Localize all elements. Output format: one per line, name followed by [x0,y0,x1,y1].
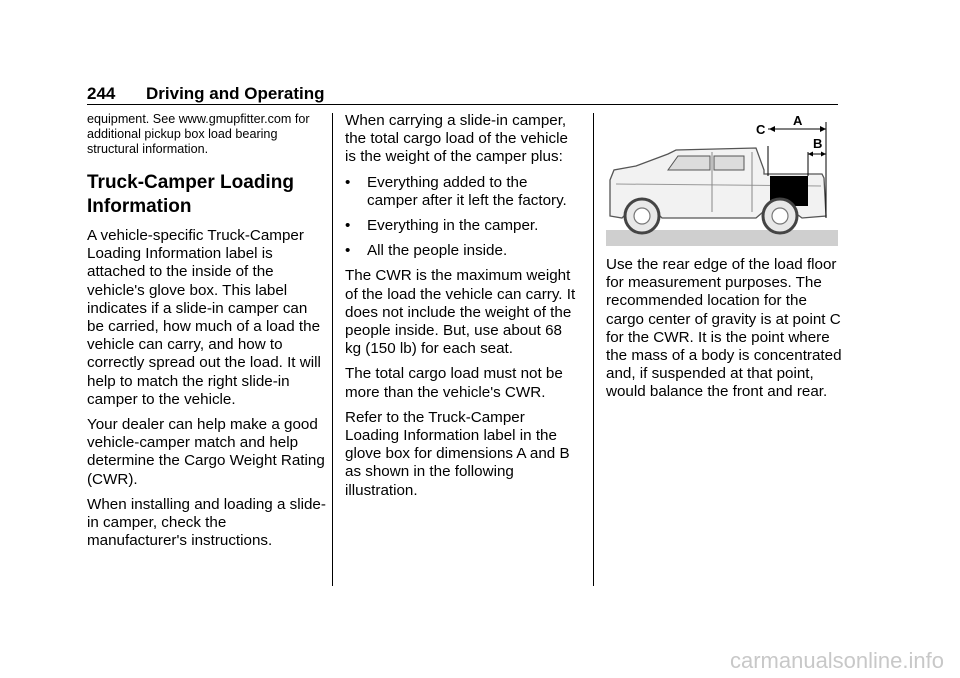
column-2 [345,112,581,507]
bullet-text: Everything added to the camper after it left the factory. [367,173,567,209]
bullet-marker: • [345,242,351,260]
section-heading: Truck-Camper Loading Information [87,172,294,217]
page-header [87,84,838,106]
page-number: 244 [87,84,116,103]
paragraph: Use the rear edge of the load floor for measurement purposes. The recommended location for the cargo center of gravity is at point C for the CWR. It is the point where the mass of a body is concentrated and, if suspended at that point, would balance the front and rear. [606,256,842,401]
column-divider-1 [332,113,333,586]
column-1 [87,112,327,557]
paragraph: The total cargo load must not be more than the vehicle's CWR. [345,365,563,401]
bullet-item [345,217,581,235]
arrow-head [769,126,775,132]
bullet-text: Everything in the camper. [367,217,539,235]
paragraph: When carrying a slide-in camper, the total cargo load of the vehicle is the weight of the camper plus: [345,112,568,166]
bullet-marker: • [345,217,351,235]
rear-hub [772,208,788,224]
truck-camper-illustration [606,112,838,246]
section-title: Driving and Operating [146,84,325,103]
bullet-marker: • [345,173,351,191]
column-3 [606,112,842,409]
paragraph: The CWR is the maximum weight of the load the vehicle can carry. It does not include the weight of the people inside. But, use about 68 kg (150 lb) for each seat. [345,267,576,358]
paragraph: When installing and loading a slide-in camper, check the manufacturer's instructions. [87,495,326,550]
bullet-item [345,242,581,260]
bullet-text: All the people inside. [367,242,508,260]
bullet-item [345,174,581,210]
column-divider-2 [593,113,594,586]
paragraph: Your dealer can help make a good vehicle-camper match and help determine the Cargo Weight Rating (CWR). [87,416,325,488]
cab-window [714,156,744,170]
arrow-head [820,126,826,132]
paragraph: Refer to the Truck-Camper Loading Information label in the glove box for dimensions A and B as shown in the following illustration. [345,408,570,499]
label-a: A [793,113,803,128]
paragraph: A vehicle-specific Truck-Camper Loading Information label is attached to the inside of the vehicle's glove box. This label indicates if a slide-in camper can be carried, how much of a load the vehicle can carry, and how to correctly spread out the load. It will help to match the right slide-in camper to the vehicle. [87,227,321,408]
intro-text: equipment. See www.gmupfitter.com for additional pickup box load bearing structural information. [87,112,310,156]
label-c: C [756,122,766,137]
watermark: carmanualsonline.info [729,648,944,673]
arrow-head [808,152,813,157]
header-rule [87,104,838,105]
label-b: B [813,136,823,151]
arrow-head [821,152,826,157]
front-hub [634,208,650,224]
